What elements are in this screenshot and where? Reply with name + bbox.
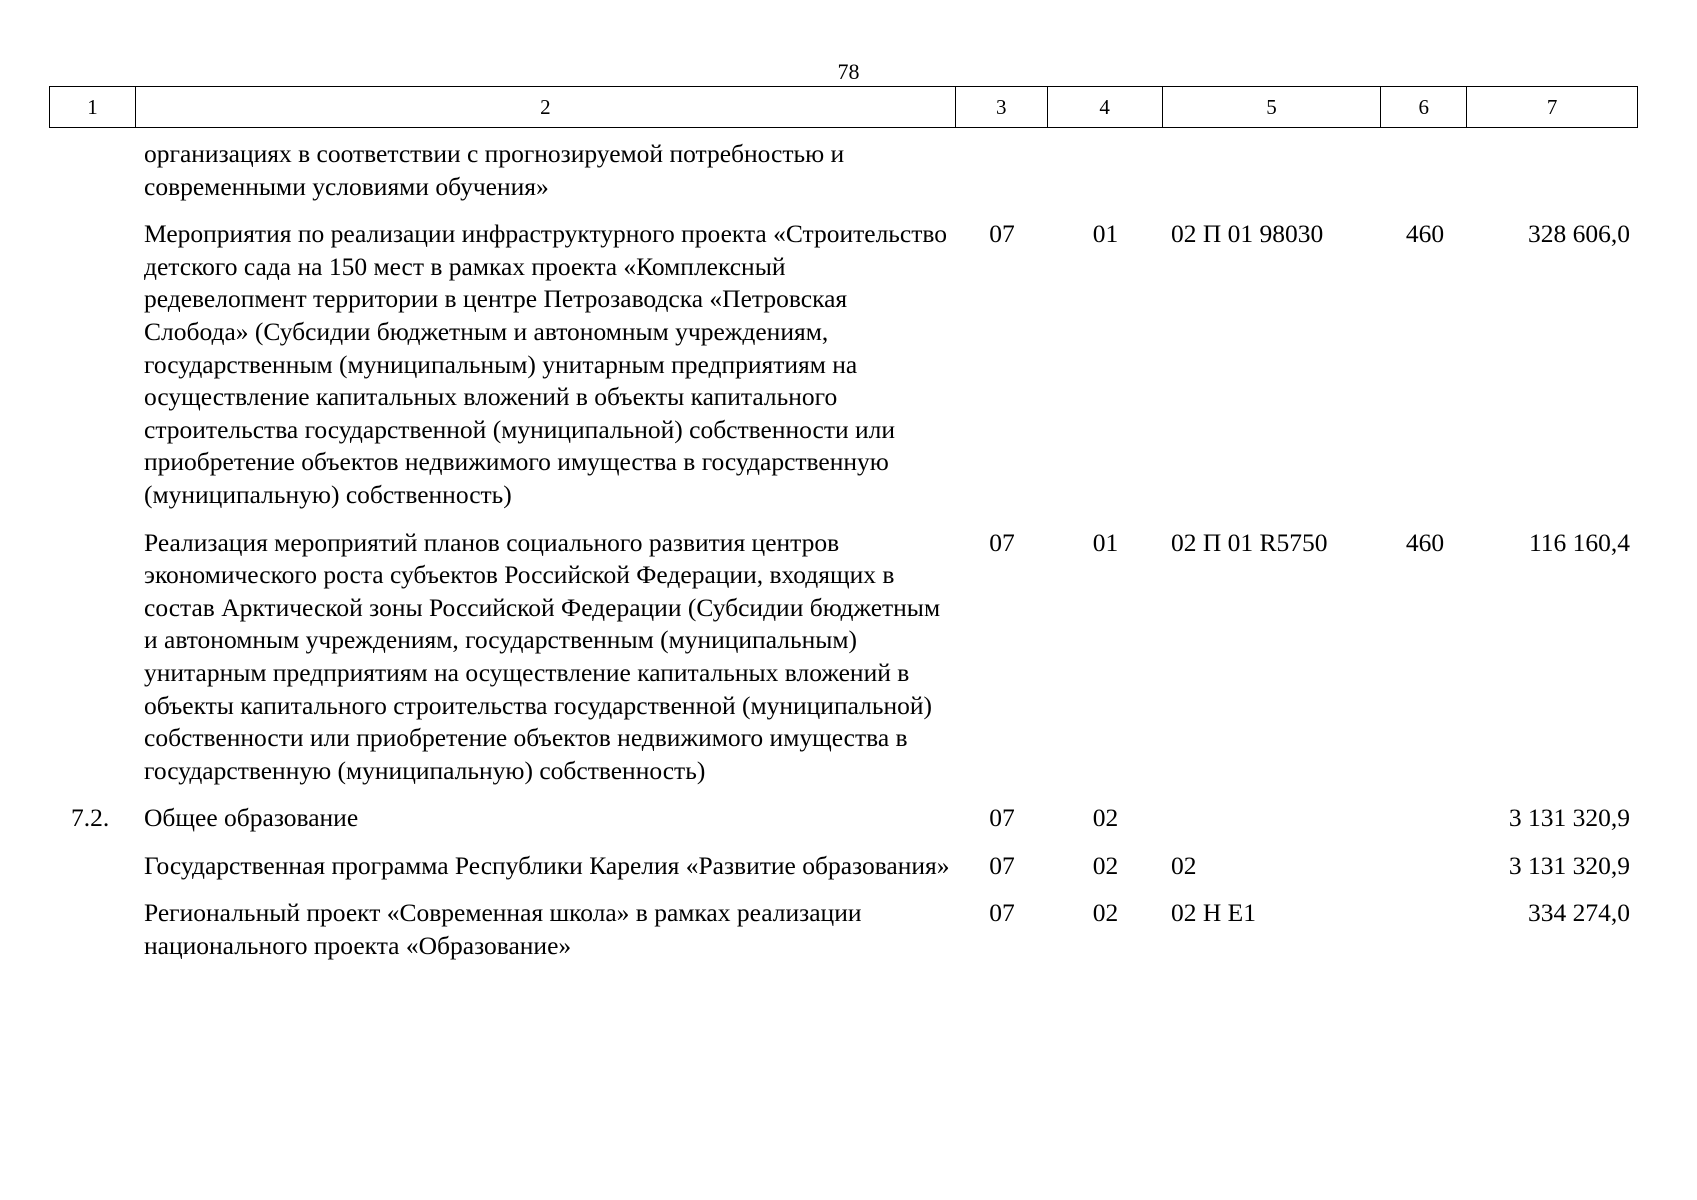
row-section <box>956 138 1048 203</box>
table-row <box>49 527 1638 788</box>
row-sum: 116 160,4 <box>1528 527 1630 557</box>
header-col-1: 1 <box>50 87 136 127</box>
row-number: 7.2. <box>71 803 110 833</box>
row-expense-type: 460 <box>1405 527 1445 557</box>
page-number: 78 <box>837 59 860 84</box>
row-number <box>49 897 135 962</box>
table-row <box>49 897 1638 962</box>
row-sum: 3 131 320,9 <box>1508 850 1630 880</box>
row-section: 07 <box>989 850 1015 880</box>
row-subsection: 01 <box>1092 527 1119 557</box>
row-section: 07 <box>989 898 1015 928</box>
row-expense-type <box>1382 138 1468 203</box>
row-target-article <box>1163 138 1382 203</box>
row-name: организациях в соответствии с прогнозируемой потребностью и современными условиями обучения» <box>144 139 845 201</box>
row-name: Мероприятия по реализации инфраструктурного проекта «Строительство детского сада на 150 мест в рамках проекта «Комплексный редевелопмент территории в центре Петрозаводска «Петровская Слобода» (Субсидии бюджетным и автономным учреждениям, государственным (муниципальным) унитарным предприятиям на осуществление капитальных вложений в объекты капитального строительства государственной (муниципальной) собственности или приобретение объектов недвижимого имущества в государственную (муниципальную) собственность) <box>144 219 948 509</box>
row-target-article: 02 Н Е1 <box>1171 898 1256 928</box>
row-expense-type <box>1382 850 1468 883</box>
row-sum: 334 274,0 <box>1528 898 1630 928</box>
row-name: Региональный проект «Современная школа» в рамках реализации национального проекта «Образование» <box>144 898 862 961</box>
row-subsection <box>1048 138 1163 203</box>
row-subsection: 02 <box>1092 803 1119 833</box>
header-col-2: 2 <box>136 87 956 127</box>
row-number <box>49 850 135 883</box>
row-subsection: 02 <box>1092 898 1119 928</box>
header-col-6: 6 <box>1381 87 1467 127</box>
table-row <box>49 138 1638 203</box>
row-expense-type <box>1382 802 1468 835</box>
table-header-row <box>49 86 1638 128</box>
row-section: 07 <box>989 219 1015 249</box>
table-row <box>49 802 1638 835</box>
row-sum: 3 131 320,9 <box>1508 803 1630 833</box>
row-sum <box>1468 138 1638 203</box>
header-col-4: 4 <box>1048 87 1163 127</box>
row-target-article: 02 П 01 98030 <box>1171 219 1324 249</box>
row-number <box>49 218 135 511</box>
row-subsection: 02 <box>1092 850 1119 880</box>
row-section: 07 <box>989 527 1015 557</box>
row-number <box>49 138 135 203</box>
row-subsection: 01 <box>1092 219 1119 249</box>
table-row <box>49 218 1638 511</box>
row-number <box>49 527 135 788</box>
row-name: Реализация мероприятий планов социального развития центров экономического роста субъектов Российской Федерации, входящих в состав Арктической зоны Российской Федерации (Субсидии бюджетным и автономным учреждениям, государственным (муниципальным) унитарным предприятиям на осуществление капитальных вложений в объекты капитального строительства государственной (муниципальной) собственности или приобретение объектов недвижимого имущества в государственную (муниципальную) собственность) <box>144 527 941 785</box>
row-expense-type: 460 <box>1405 219 1445 249</box>
row-target-article: 02 П 01 R5750 <box>1171 527 1328 557</box>
table-body <box>49 138 1638 978</box>
row-sum: 328 606,0 <box>1528 219 1630 249</box>
row-expense-type <box>1382 897 1468 962</box>
table-row <box>49 850 1638 883</box>
row-target-article <box>1163 802 1382 835</box>
row-target-article: 02 <box>1171 850 1197 880</box>
row-section: 07 <box>989 803 1015 833</box>
header-col-7: 7 <box>1546 95 1558 119</box>
header-col-5: 5 <box>1163 87 1382 127</box>
row-name: Общее образование <box>144 803 359 833</box>
header-col-3: 3 <box>956 87 1048 127</box>
row-name: Государственная программа Республики Карелия «Развитие образования» <box>144 850 950 880</box>
